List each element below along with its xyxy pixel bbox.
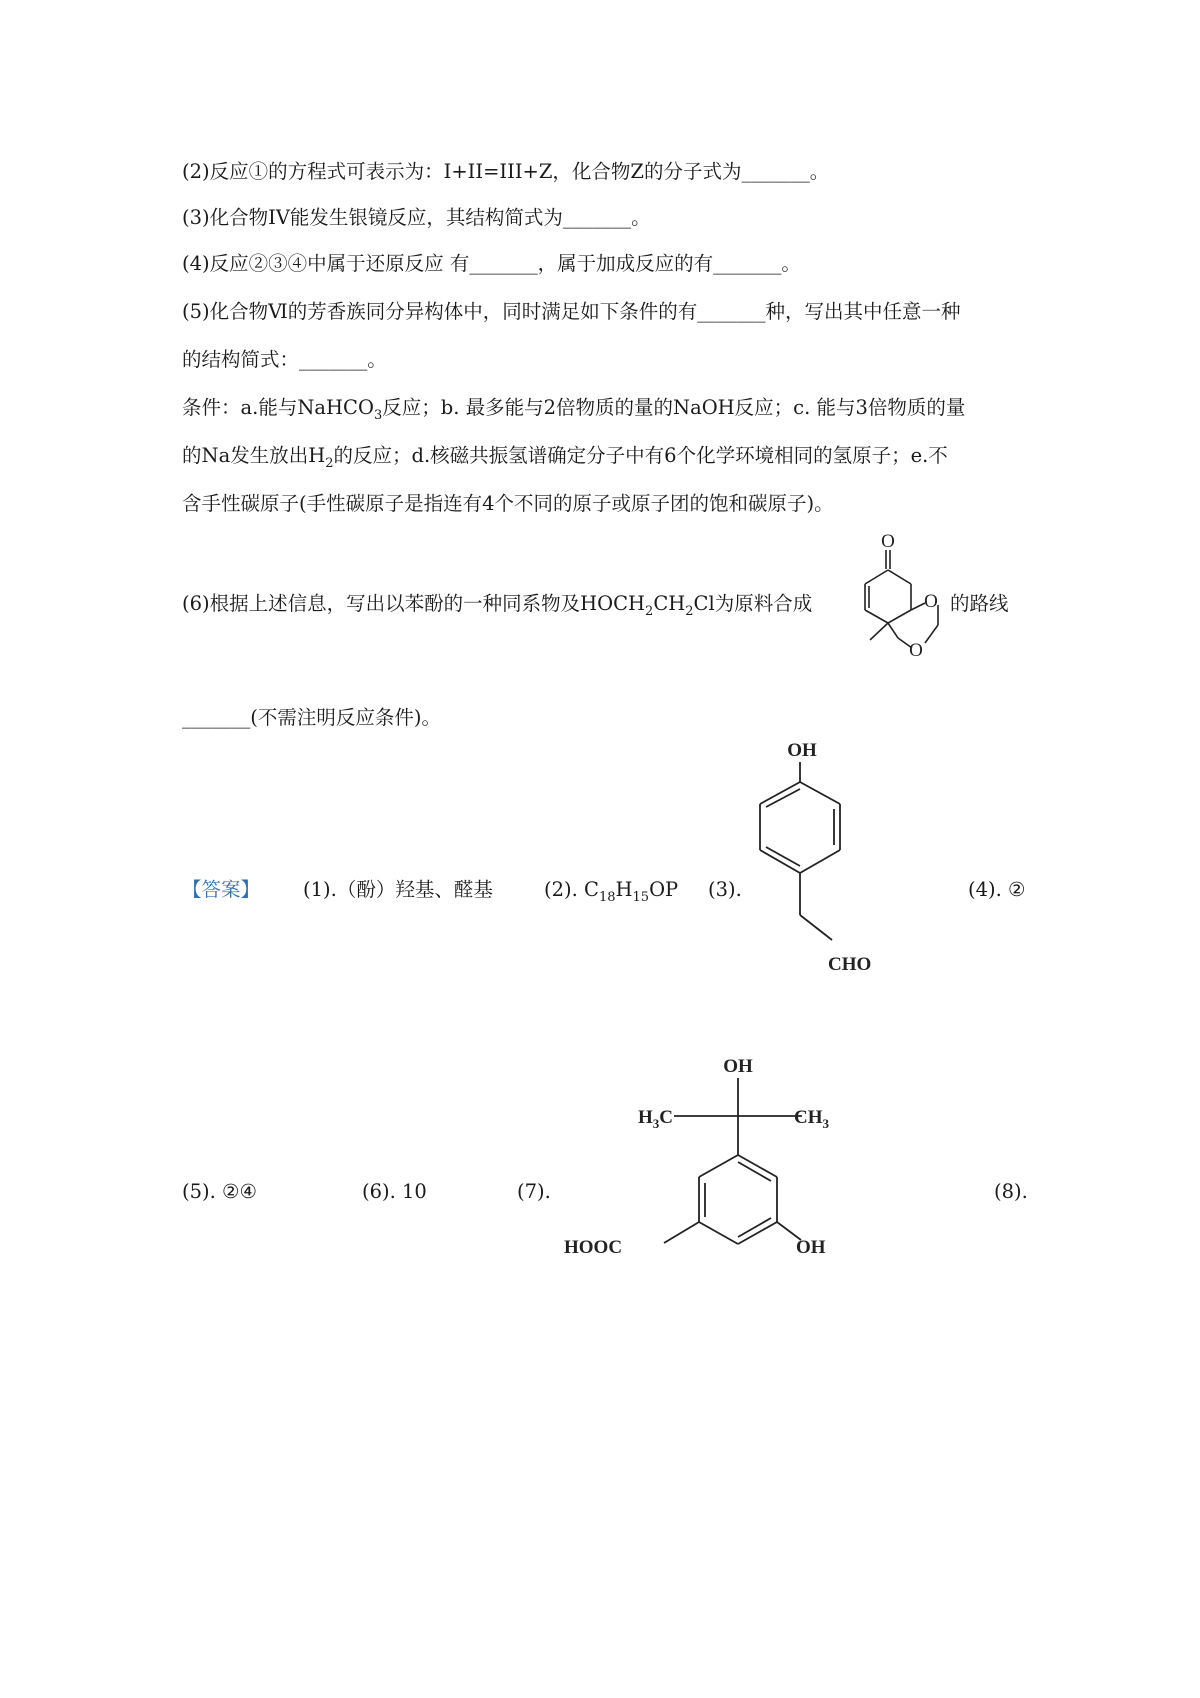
question-6-line1 xyxy=(182,594,812,618)
conditions-line3: 含手性碳原子(手性碳原子是指连有4个不同的原子或原子团的饱和碳原子)。 xyxy=(182,492,834,515)
isomer-h3c-label: $H_3C$ xyxy=(638,1107,674,1131)
subscript: 15 xyxy=(632,889,650,905)
conditions-text: 的反应；d.核磁共振氢谱确定分子中有6个化学环境相同的氢原子；e.不 xyxy=(333,444,948,467)
aldehyde-structure xyxy=(740,730,900,980)
question-5-line2: 的结构简式：_______。 xyxy=(182,348,387,371)
isomer-ch3-label: $CH_3$ xyxy=(794,1107,829,1131)
answer-1: (1).（酚）羟基、醛基 xyxy=(303,878,493,901)
answer-2 xyxy=(544,880,678,904)
answer-3: (3). xyxy=(708,878,742,901)
aldehyde-cho-label: CHO xyxy=(828,954,872,975)
target-oxo-label: O xyxy=(881,531,895,552)
target-ether-o-label: O xyxy=(924,591,938,612)
answer-6: (6). 10 xyxy=(362,1180,427,1203)
subscript: 2 xyxy=(325,455,334,471)
subscript: 18 xyxy=(598,889,616,905)
subscript: 2 xyxy=(645,603,654,619)
question-5-line1: (5)化合物Ⅵ的芳香族同分异构体中，同时满足如下条件的有_______种，写出其中任意一种 xyxy=(182,300,961,323)
q6-text: Cl为原料合成 xyxy=(693,592,813,615)
subscript: 3 xyxy=(373,407,383,423)
aldehyde-oh-label: OH xyxy=(787,740,817,761)
target-molecule-structure xyxy=(850,525,955,675)
conditions-text: 条件：a.能与NaHCO xyxy=(182,396,374,419)
answer-2-text: OP xyxy=(649,878,679,901)
answer-tag: 【答案】 xyxy=(182,878,261,901)
answer-2-text: (2). C xyxy=(544,878,599,901)
conditions-text: 的Na发生放出H xyxy=(182,444,326,467)
answer-7: (7). xyxy=(517,1180,551,1203)
answer-8: (8). xyxy=(994,1180,1028,1203)
conditions-line1 xyxy=(182,398,965,422)
target-ether-o-label: O xyxy=(909,640,923,661)
conditions-text: 反应；b. 最多能与2倍物质的量的NaOH反应；c. 能与3倍物质的量 xyxy=(382,396,966,419)
q6-text: (6)根据上述信息，写出以苯酚的一种同系物及HOCH xyxy=(182,592,646,615)
answer-5: (5). ②④ xyxy=(182,1180,257,1203)
question-4: (4)反应②③④中属于还原反应 有_______，属于加成反应的有_______。 xyxy=(182,252,801,275)
isomer-oh-top-label: OH xyxy=(723,1056,753,1077)
answer-2-text: H xyxy=(615,878,633,901)
isomer-oh-right-label: OH xyxy=(796,1237,826,1258)
q6-text: CH xyxy=(653,592,686,615)
question-6-route-label: 的路线 xyxy=(950,592,1009,615)
conditions-line2 xyxy=(182,446,948,470)
question-2: (2)反应①的方程式可表示为：I+II=III+Z，化合物Z的分子式为_______。 xyxy=(182,160,830,183)
answer-4: (4). ② xyxy=(968,878,1026,901)
isomer-structure xyxy=(560,1050,860,1275)
question-3: (3)化合物IV能发生银镜反应，其结构简式为_______。 xyxy=(182,206,651,229)
isomer-hooc-label: HOOC xyxy=(564,1237,623,1258)
question-6-line2: _______(不需注明反应条件)。 xyxy=(182,706,441,729)
subscript: 2 xyxy=(685,603,694,619)
